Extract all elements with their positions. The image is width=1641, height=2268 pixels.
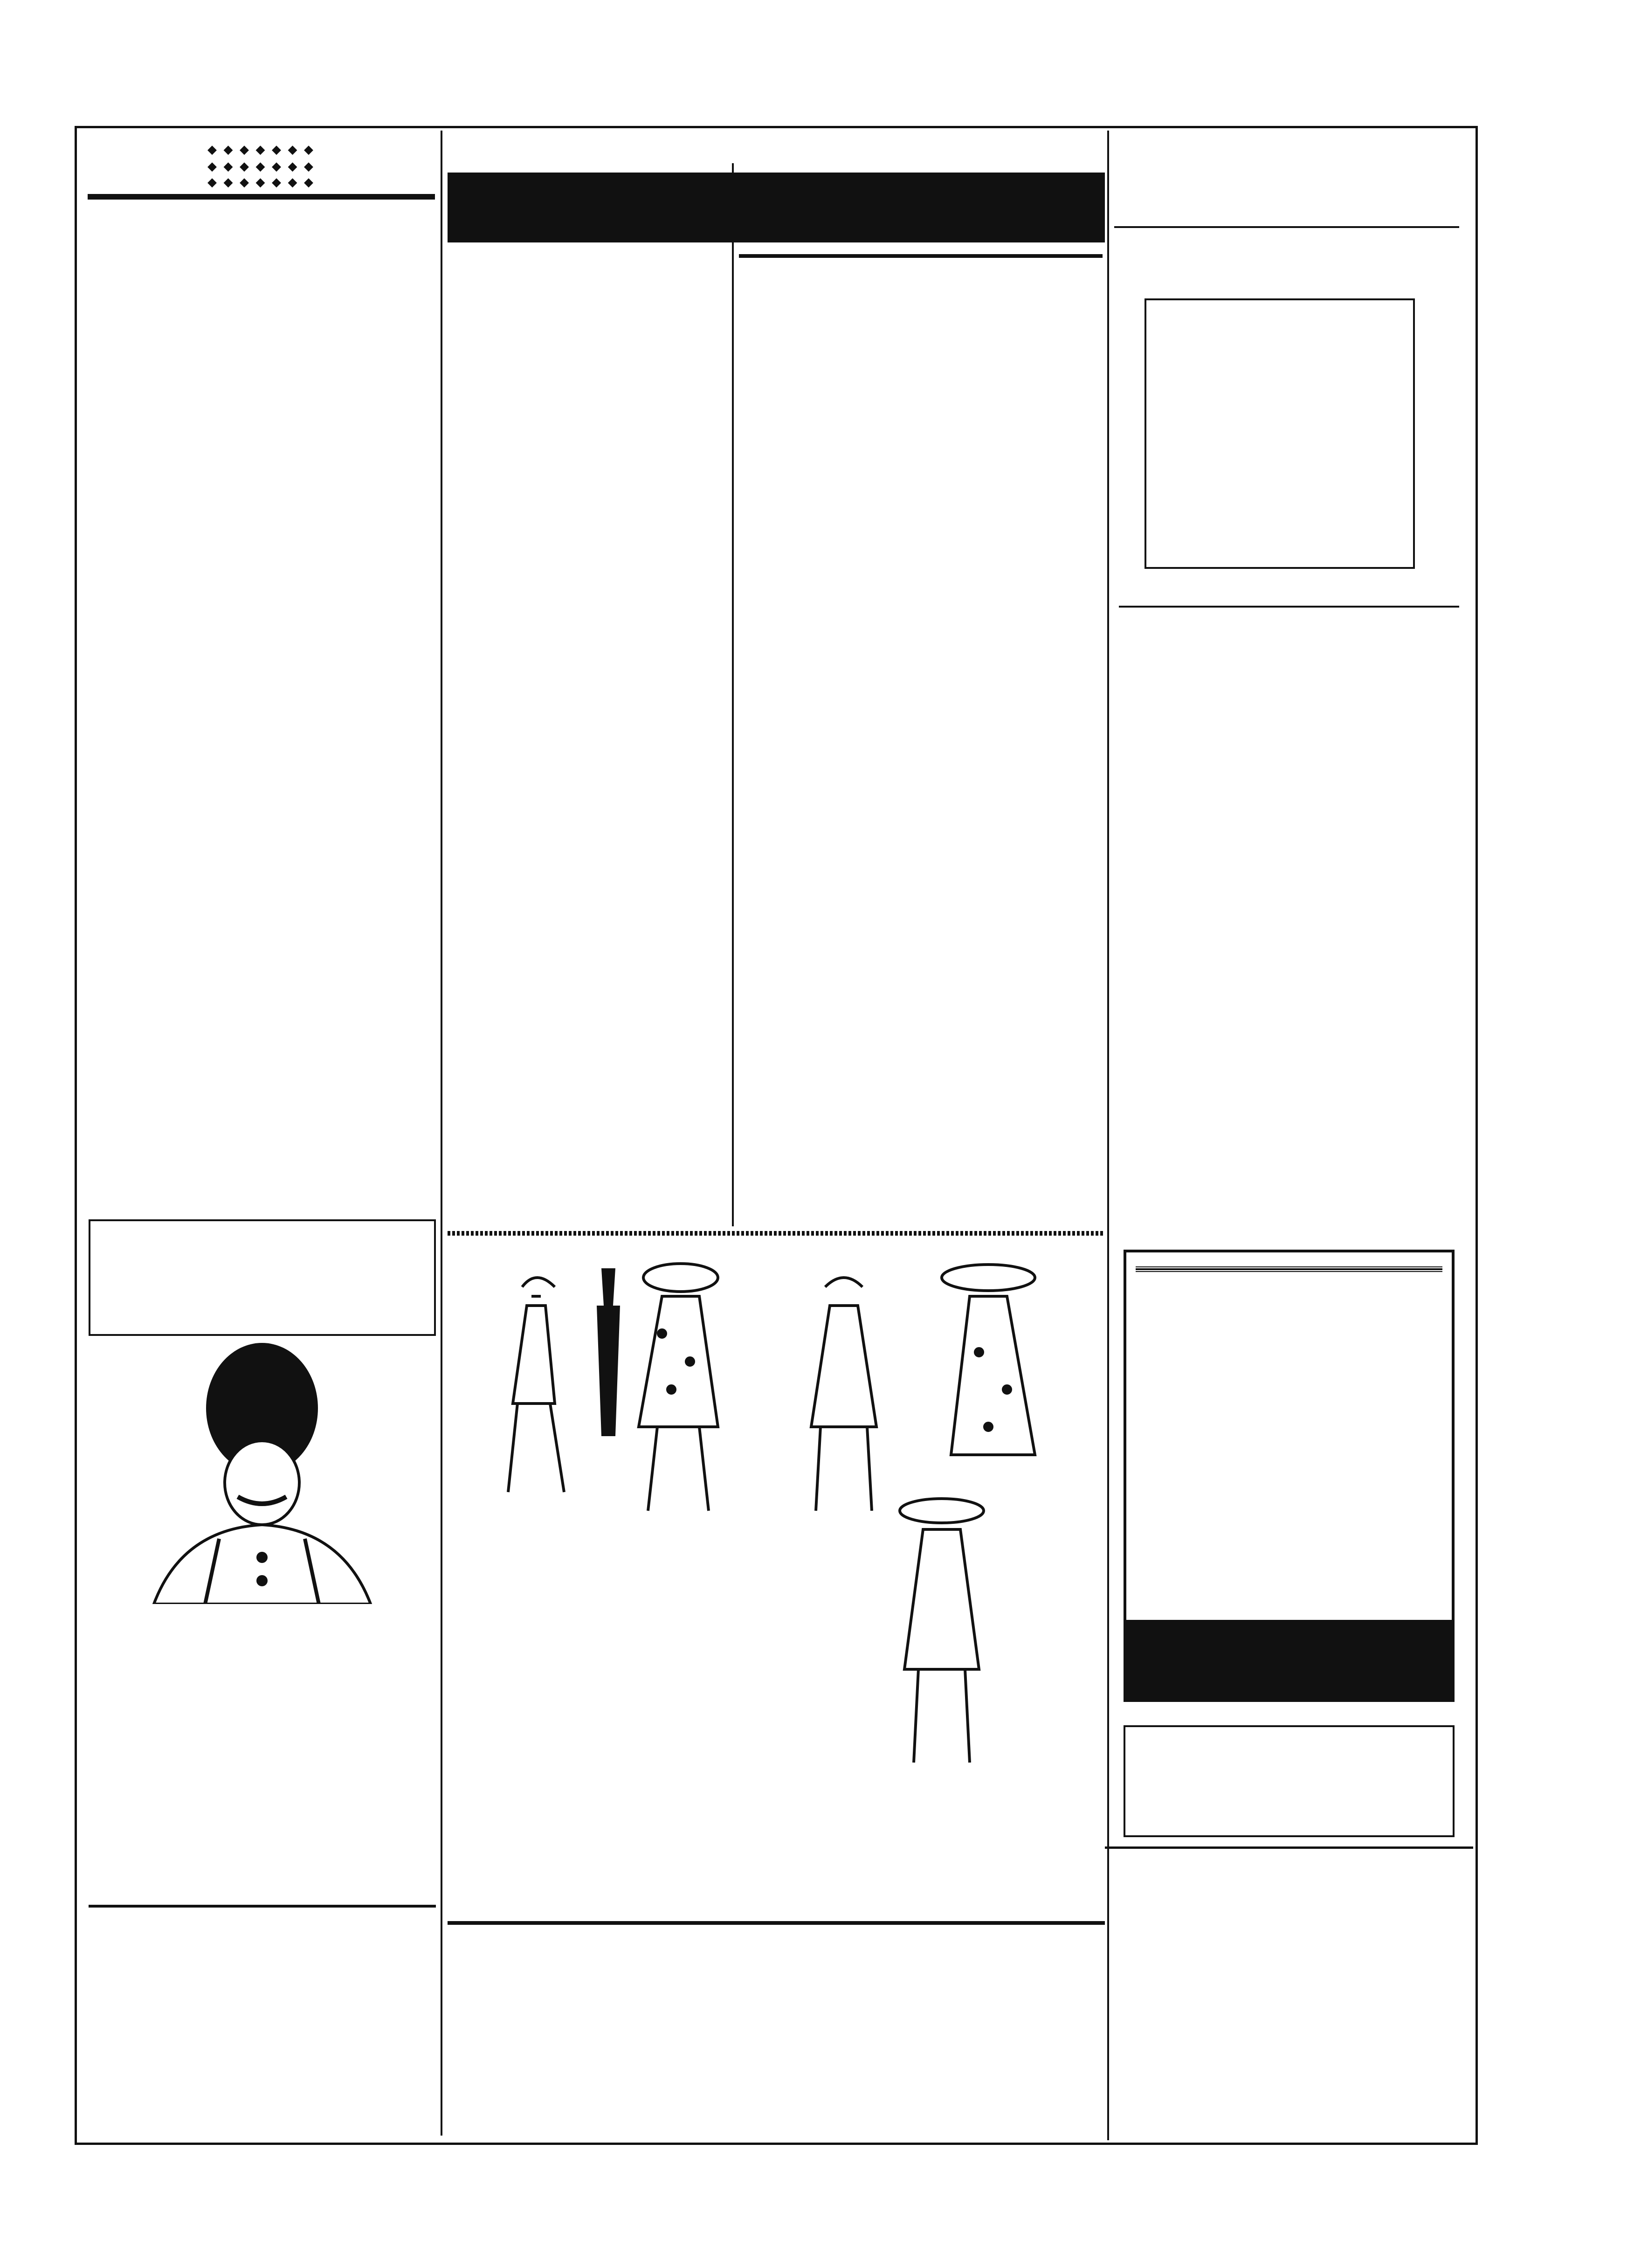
crossword-grid <box>1145 298 1415 569</box>
separator: ◆ ◆ ◆ ◆ ◆ ◆ ◆ <box>207 159 315 173</box>
column-divider <box>1107 131 1109 2140</box>
headline-cartao <box>1119 606 1459 608</box>
headline-luto <box>88 194 435 200</box>
column-2 <box>448 249 727 1229</box>
rule <box>1114 226 1459 228</box>
separator: ◆ ◆ ◆ ◆ ◆ ◆ ◆ <box>207 175 315 189</box>
ad-sraf <box>89 1219 436 1336</box>
ad-sequeira <box>1105 1846 1473 2033</box>
section-heading <box>739 254 1103 258</box>
ad-vulcalino-distrib <box>1124 1725 1455 1837</box>
crossword-col-numbers <box>1145 268 1424 287</box>
column-3 <box>739 249 1103 1229</box>
crossword-title <box>1114 173 1459 219</box>
ad-footer <box>1126 1620 1452 1699</box>
guardsman-illustration <box>89 1343 436 1604</box>
ad-colegio <box>89 1905 436 2012</box>
column-1 <box>88 140 435 1222</box>
ad-brand <box>1136 1266 1442 1272</box>
ad-vulcalino <box>1124 1250 1455 1702</box>
ad-address <box>448 1921 1105 1925</box>
paper-banner <box>448 173 1105 242</box>
crossword-row-numbers <box>1121 298 1140 578</box>
separator: ◆ ◆ ◆ ◆ ◆ ◆ ◆ <box>207 143 315 156</box>
ad-line <box>1149 1265 1429 1335</box>
fashion-illustration <box>457 1250 1100 1800</box>
crossword-clues <box>1119 599 1459 1093</box>
ad-greys <box>89 1343 436 1898</box>
column-divider <box>441 131 442 2136</box>
column-divider <box>732 163 734 1226</box>
ad-border <box>448 1231 1105 1236</box>
